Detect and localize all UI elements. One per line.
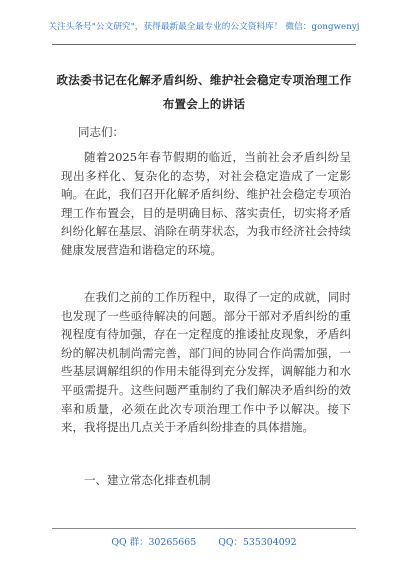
body-paragraph-2: 在我们之前的工作历程中，取得了一定的成就，同时也发现了一些亟待解决的问题。部分干部对矛盾纠纷的重视程度有待加强，存在一定程度的推诿扯皮现象，矛盾纠纷的解决机制尚需完善，部门间的协同合作尚需加强，一些基层调解组织的作用未能得到充分发挥，调解能力和水平亟需提升。这些问题严重制约了我们解决矛盾纠纷的效率和质量，必须在此次专项治理工作中予以解决。接下来，我将提出几点关于矛盾纠纷排查的具体措施。 bbox=[61, 290, 351, 435]
footer-contact bbox=[0, 534, 408, 548]
footer-qq-contact: QQ：535304092 bbox=[218, 537, 297, 548]
salutation: 同志们： bbox=[78, 125, 124, 139]
section-heading-1: 一、建立常态化排查机制 bbox=[84, 473, 211, 487]
header-promo-note: 关注头条号"公文研究"，获得最新最全最专业的公文资料库！ 微信：gongwenyj bbox=[48, 22, 360, 32]
document-title-line-1: 政法委书记在化解矛盾纠纷、维护社会稳定专项治理工作 bbox=[56, 73, 352, 87]
footer-qq-group: QQ 群：30265665 bbox=[111, 537, 197, 548]
document-title-line-2: 布置会上的讲话 bbox=[162, 97, 246, 111]
footer-divider bbox=[52, 528, 356, 529]
header-divider bbox=[52, 44, 356, 45]
body-paragraph-1: 随着2025年春节假期的临近，当前社会矛盾纠纷呈现出多样化、复杂化的态势，对社会稳定造成了一定影响。在此，我们召开化解矛盾纠纷、维护社会稳定专项治理工作布置会，目的是明确目标、落实责任，切实将矛盾纠纷化解在基层、消除在萌芽状态，为我市经济社会持续健康发展营造和谐稳定的环境。 bbox=[61, 150, 351, 257]
